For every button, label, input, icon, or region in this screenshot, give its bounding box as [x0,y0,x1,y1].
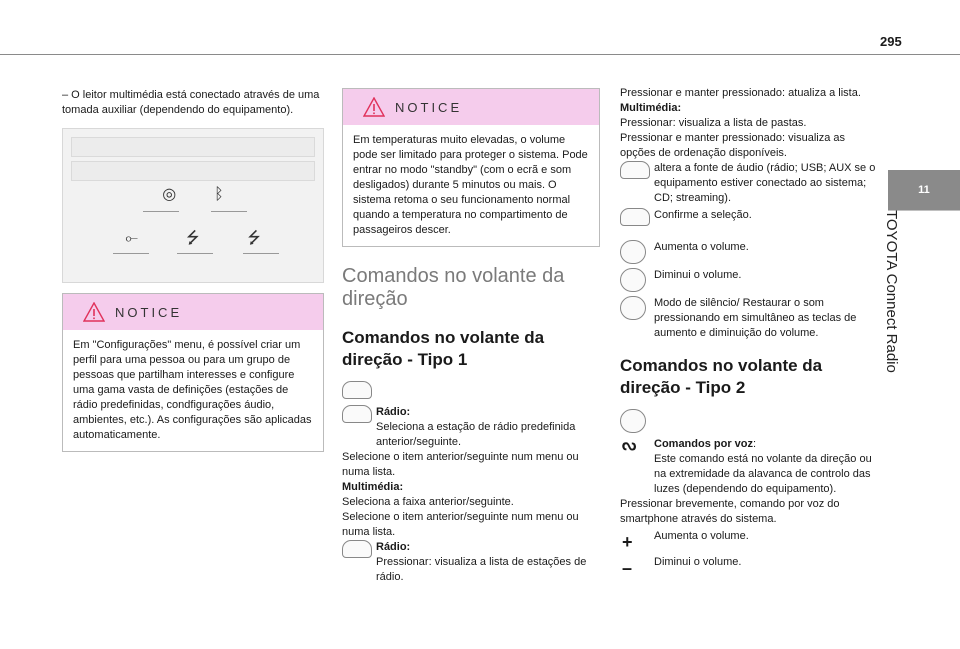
voice-label: Comandos por voz [654,438,754,450]
volume-wheel-both-icon [620,296,646,320]
volume-wheel-down-icon [620,268,646,292]
mute-item [620,296,876,341]
chapter-number: 11 [918,184,930,196]
column-1 [62,88,324,452]
multimedia-text: Seleciona a faixa anterior/seguinte. [342,496,514,508]
multimedia-text-2: Pressionar e manter pressionado: visualiza as opções de ordenação disponíveis. [620,132,846,159]
source-text: altera a fonte de áudio (rádio; USB; AUX se o equipamento estiver conectado ao sistema; CD; streaming). [654,162,876,204]
list-button-icon [342,540,372,558]
voice-text: Este comando está no volante da direção ou na extremidade da alavanca de controlo das luzes (dependendo do equipamento). [654,453,872,495]
confirm-button-icon [620,208,650,226]
multimedia-label: Multimédia: [342,481,404,493]
chapter-title: TOYOTA Connect Radio [883,210,900,373]
bluetooth-icon: ᛒ [214,186,224,203]
notice-body: Em temperaturas muito elevadas, o volume pode ser limitado para proteger o sistema. Pode entrar no modo "standby" (com o ecrã e som desligados) durante 5 minutos ou mais. O sistema retoma o seu funcionamento normal quando a temperatura no compartimento de passageiros descer. [353,134,588,236]
notice-body: Em "Configurações" menu, é possível criar um perfil para uma pessoa ou para um grupo de pessoas que partilham interesses e configure uma gama vasta de definições (estações de rádio predefinidas, condfigurações áudio, ambientes, etc.). As configurações são aplicadas automaticamente. [73,339,312,441]
radio2-label: Rádio: [376,541,411,553]
usb-icon: ⭍ [186,230,200,247]
volume-wheel-up-icon [620,240,646,264]
radio-label: Rádio: [376,406,411,418]
warning-icon [83,302,105,322]
voice-command-icon: ᔓ [622,437,637,454]
figure-band-1 [71,137,315,157]
plus-icon: + [622,532,633,552]
subtitle-type-2: Comandos no volante da direção - Tipo 2 [620,356,823,397]
section-title: Comandos no volante da direção [342,265,565,310]
radio2-text: Pressionar: visualiza a lista de estações de rádio. [376,556,587,583]
usb-icon: ⭍ [247,230,261,247]
voice-item: ᔓ Comandos por voz: Este comando está no volante da direção ou na extremidade da alavanca de controlo das luzes (dependendo do equipamento). [622,437,872,495]
wifi-icon: ◎ [162,186,177,203]
column-2 [342,88,600,585]
notice-title: NOTICE [115,304,183,320]
notice-header [343,89,599,125]
volume-down-text: Diminui o volume. [654,269,742,281]
radio-list-item [342,540,600,585]
preset-arrows-icon [342,405,372,423]
steering-control-type1-icon [342,381,372,399]
hold-text: Pressionar e manter pressionado: atualiza a lista. [620,87,861,99]
notice-box-temperature [342,88,600,247]
volume-up-item [620,240,876,268]
confirm-text: Confirme a seleção. [654,209,752,221]
radio-item [342,405,600,450]
source-item [620,161,876,206]
multimedia-text: Pressionar: visualiza a lista de pastas. [620,117,807,129]
aux-jack-icon: ⟜ [125,230,139,247]
mute-text: Modo de silêncio/ Restaurar o som pressionando em simultâneo as teclas de aumento e diminuição do volume. [654,297,857,339]
volume-down-item [620,268,876,296]
notice-title: NOTICE [395,99,463,115]
radio-text-2: Selecione o item anterior/seguinte num menu ou numa lista. [342,451,579,478]
multimedia-label: Multimédia: [620,102,682,114]
intro-text: – O leitor multimédia está conectado através de uma tomada auxiliar (dependendo do equipamento). [62,89,320,116]
page-number: 295 [880,34,902,49]
steering-control-type2-icon [620,409,646,433]
header-rule [0,54,960,55]
voice-text-2: Pressionar brevemente, comando por voz do smartphone através do sistema. [620,498,840,525]
volume-down-2-item [620,555,876,577]
volume-down-2-text: Diminui o volume. [654,556,742,568]
chapter-tab [888,170,960,210]
radio-text: Seleciona a estação de rádio predefinida anterior/seguinte. [376,421,576,448]
multimedia-text-2: Selecione o item anterior/seguinte num menu ou numa lista. [342,511,579,538]
notice-box-profiles [62,293,324,452]
figure-band-2 [71,161,315,181]
volume-up-text: Aumenta o volume. [654,241,749,253]
source-selection-figure [62,128,324,283]
subtitle-type-1: Comandos no volante da direção - Tipo 1 [342,328,545,369]
column-3 [620,86,876,577]
notice-header [63,294,323,330]
warning-icon [363,97,385,117]
source-button-icon [620,161,650,179]
minus-icon: – [622,558,633,578]
volume-up-2-text: Aumenta o volume. [654,530,749,542]
volume-up-2-item [620,529,876,555]
confirm-item [620,208,876,230]
